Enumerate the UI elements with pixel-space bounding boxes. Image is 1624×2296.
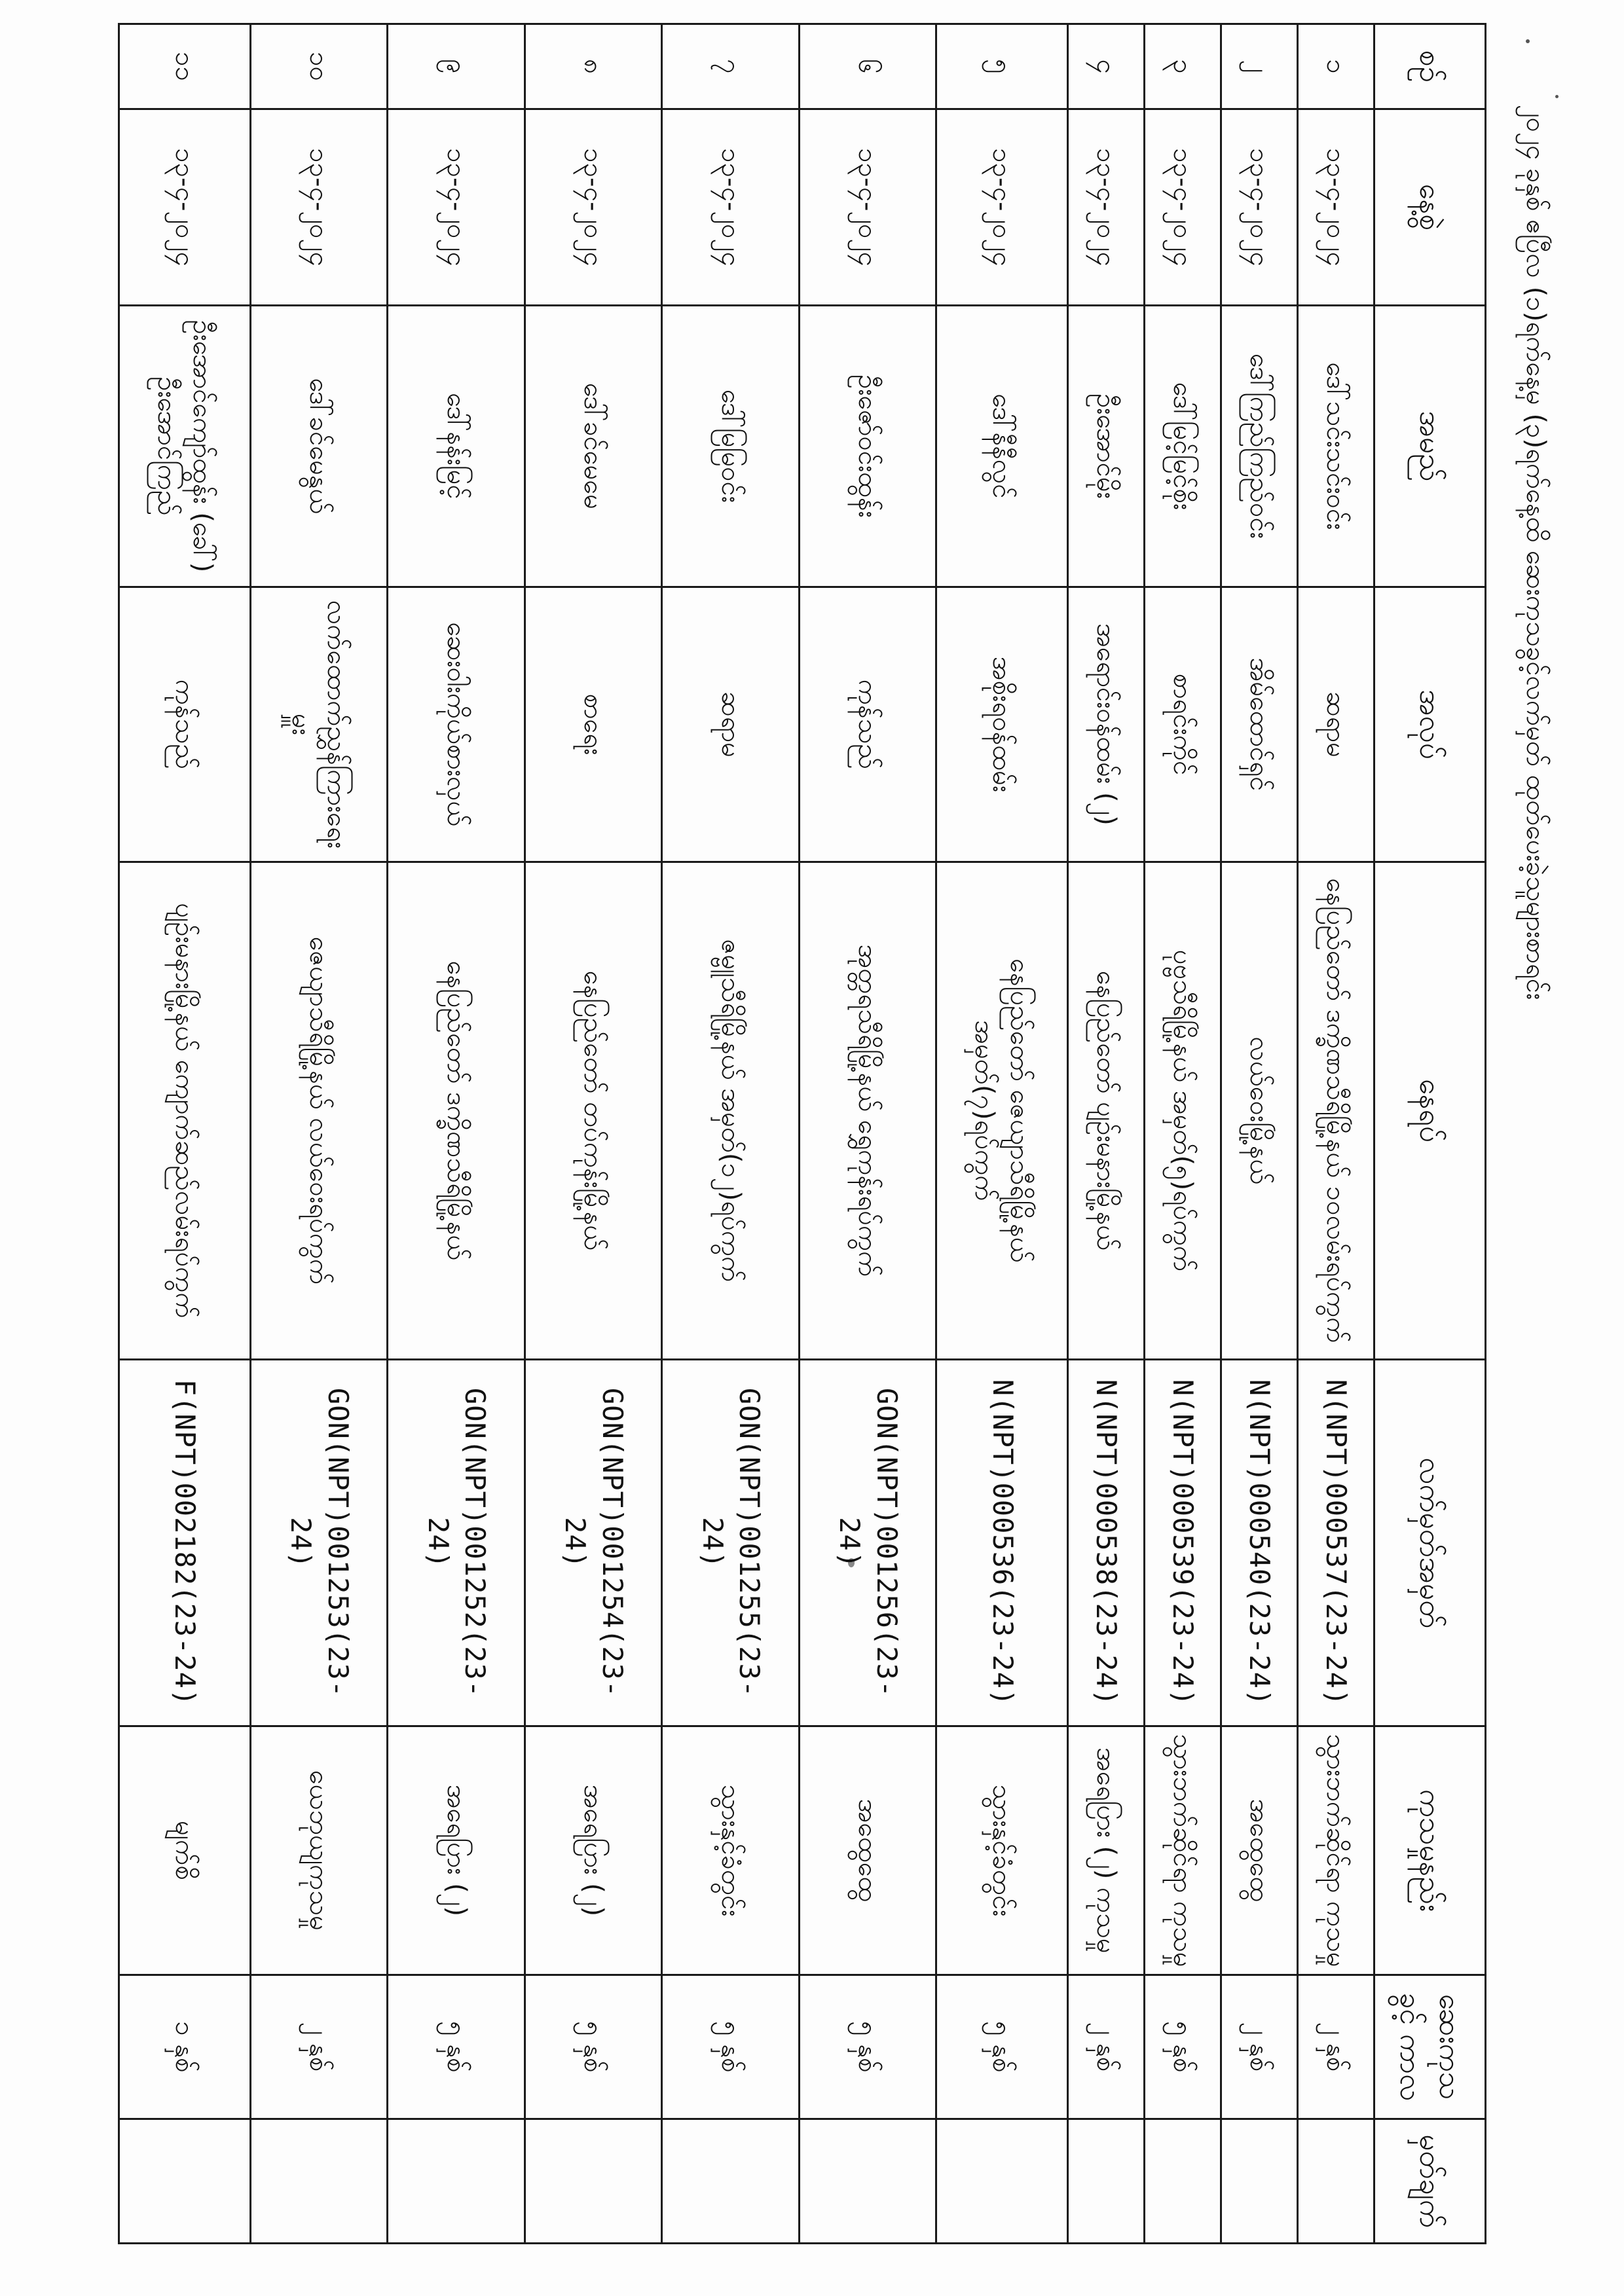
cell-remark <box>799 2119 936 2244</box>
cell-no: ၁ <box>1298 24 1375 109</box>
header-address: နေရပ် <box>1375 862 1486 1360</box>
table-row <box>936 24 1068 2244</box>
cell-address: ပုဗ္ဗသီရိမြို့နယ် အမှတ်(၅)ရပ်ကွက် <box>1145 862 1221 1360</box>
cell-name: ဦးအောင်ကျော်ထွန်း (ခေါ်) ဦးအောင်ကြည် <box>119 306 251 587</box>
cell-job: အရောင်းဝန်ထမ်း (၂) <box>1068 587 1145 862</box>
cell-period: ၅ နှစ် <box>1145 1975 1221 2119</box>
header-method: ကုသမှုနည်း <box>1375 1726 1486 1975</box>
table-row <box>662 24 800 2244</box>
cell-method: အထွေထွေ <box>799 1726 936 1975</box>
cell-no: ၉ <box>388 24 525 109</box>
cell-remark <box>119 2119 251 2244</box>
cell-cert: N(NPT)000537(23-24) <box>1298 1360 1375 1726</box>
register-table <box>118 23 1486 2244</box>
cell-job: ဆရာမ <box>662 587 800 862</box>
header-job: အလုပ် <box>1375 587 1486 862</box>
cell-name: ဒေါ်ခင်မေမေ <box>525 306 662 587</box>
cell-name: ဒေါ်နန်းမြင့် <box>388 306 525 587</box>
cell-address: ဇေယျာသီရိမြို့နယ် လယ်ဝေးရပ်ကွက် <box>250 862 388 1360</box>
cell-period: ၂ နှစ် <box>1221 1975 1298 2119</box>
cell-name: ဒေါ်သင်းသင်းဝင်း <box>1298 306 1375 587</box>
cell-cert: N(NPT)000536(23-24) <box>936 1360 1068 1726</box>
document-caption: ၂၀၂၄ ခုနှစ် ဧပြီလ (၁)ရက်နေ့မှ (၃)ရက်နေ့ထိ ဆေးကုသခွင့်လက်မှတ် ထုတ်ပေးခဲ့သူများစာရင်း <box>1521 105 1551 1000</box>
cell-address: အုတ္တရသီရိမြို့နယ် ရွှေကုန်းရပ်ကွက် <box>799 862 936 1360</box>
cell-job: ကုန်သည် <box>119 587 251 862</box>
cell-date: ၁၃-၄-၂၀၂၄ <box>1298 109 1375 306</box>
cell-job: လက်ထောက်ညွှန်ကြားရေးမှူး <box>250 587 388 862</box>
table-row <box>799 24 936 2244</box>
cell-name: ဒေါ်ကြည်ကြည်ဝင်း <box>1221 306 1298 587</box>
table-row <box>1068 24 1145 2244</box>
cell-no: ၅ <box>936 24 1068 109</box>
cell-address: နေပြည်တော် ဇေယျာသီရိမြို့နယ် အမှတ်(၇)ရပ်ကွက် <box>936 862 1068 1360</box>
table-row <box>1145 24 1221 2244</box>
cell-remark <box>250 2119 388 2244</box>
header-cert: လက်မှတ်အမှတ် <box>1375 1360 1486 1726</box>
table-row <box>525 24 662 2244</box>
scan-speck <box>1555 95 1559 98</box>
cell-name: ဒေါ်မြမြဝင်း <box>662 306 800 587</box>
rotated-table-wrapper <box>118 23 1486 2242</box>
cell-date: ၁၃-၄-၂၀၂၄ <box>250 109 388 306</box>
cell-no: ၈ <box>525 24 662 109</box>
cell-name: ဦးအောင်မိုး <box>1068 306 1145 587</box>
cell-period: ၅ နှစ် <box>936 1975 1068 2119</box>
cell-date: ၁၃-၄-၂၀၂၄ <box>1068 109 1145 306</box>
cell-date: ၁၃-၄-၂၀၂၄ <box>799 109 936 306</box>
cell-cert: GON(NPT)001253(23-24) <box>250 1360 388 1726</box>
cell-job: အိမ်ထောင်ရှင် <box>1221 587 1298 862</box>
cell-date: ၁၃-၄-၂၀၂၄ <box>1221 109 1298 306</box>
cell-remark <box>388 2119 525 2244</box>
cell-name: ဒေါ်နီနီလွင် <box>936 306 1068 587</box>
cell-date: ၁၃-၄-၂၀၂၄ <box>662 109 800 306</box>
cell-period: ၁ နှစ် <box>119 1975 251 2119</box>
header-name: အမည် <box>1375 306 1486 587</box>
cell-no: ၁၁ <box>119 24 251 109</box>
cell-name: ဒေါ်ခင်မေနွယ် <box>250 306 388 587</box>
cell-cert: N(NPT)000538(23-24) <box>1068 1360 1145 1726</box>
cell-period: ၅ နှစ် <box>799 1975 936 2119</box>
cell-remark <box>1221 2119 1298 2244</box>
cell-address: နေပြည်တော် ပျဉ်းမနားမြို့နယ် <box>1068 862 1145 1360</box>
cell-job: ဆေးဝါးကိုယ်စားလှယ် <box>388 587 525 862</box>
cell-job: ဆရာမ <box>1298 587 1375 862</box>
table-row <box>250 24 388 2244</box>
cell-cert: N(NPT)000540(23-24) <box>1221 1360 1298 1726</box>
cell-no: ၃ <box>1145 24 1221 109</box>
cell-period: ၅ နှစ် <box>525 1975 662 2119</box>
scan-speck <box>1526 39 1530 43</box>
cell-method: အထွေထွေ <box>1221 1726 1298 1975</box>
cell-no: ၇ <box>662 24 800 109</box>
cell-no: ၄ <box>1068 24 1145 109</box>
cell-no: ၆ <box>799 24 936 109</box>
cell-cert: GON(NPT)001254(23-24) <box>525 1360 662 1726</box>
cell-cert: F(NPT)002182(23-24) <box>119 1360 251 1726</box>
cell-remark <box>1145 2119 1221 2244</box>
cell-address: ပျဉ်းမနားမြို့နယ် ကျောက်ဆည်လမ်းရပ်ကွက် <box>119 862 251 1360</box>
cell-job: စာရင်းကိုင် <box>1145 587 1221 862</box>
cell-no: ၂ <box>1221 24 1298 109</box>
cell-date: ၁၃-၄-၂၀၂၄ <box>1145 109 1221 306</box>
cell-date: ၁၃-၄-၂၀၂၄ <box>119 109 251 306</box>
cell-cert: GON(NPT)001255(23-24) <box>662 1360 800 1726</box>
table-row <box>1221 24 1298 2244</box>
cell-period: ၂ နှစ် <box>250 1975 388 2119</box>
cell-name: ဦးဇော်ဝင်းထွန်း <box>799 306 936 587</box>
cell-method: သွားနှင့်ခံတွင်း <box>662 1726 800 1975</box>
cell-date: ၁၃-၄-၂၀၂၄ <box>936 109 1068 306</box>
cell-method: သွားနှင့်ခံတွင်း <box>936 1726 1068 1975</box>
header-date: နေ့စွဲ <box>1375 109 1486 306</box>
cell-method: အရေပြား (၂) <box>525 1726 662 1975</box>
cell-address: နေပြည်တော် ဒက္ခိဏသီရိမြို့နယ် <box>388 862 525 1360</box>
cell-date: ၁၃-၄-၂၀၂၄ <box>388 109 525 306</box>
cell-job: အစိုးရဝန်ထမ်း <box>936 587 1068 862</box>
cell-remark <box>936 2119 1068 2244</box>
cell-job: ကုန်သည် <box>799 587 936 862</box>
cell-address: လယ်ဝေးမြို့နယ် <box>1221 862 1298 1360</box>
cell-method: မျက်စိ <box>119 1726 251 1975</box>
cell-address: နေပြည်တော် တပ်ကုန်းမြို့နယ် <box>525 862 662 1360</box>
cell-cert: GON(NPT)001252(23-24) <box>388 1360 525 1726</box>
header-no: စဉ် <box>1375 24 1486 109</box>
header-period: ဆေးကုသခွင့် ကာလ <box>1375 1975 1486 2119</box>
cell-name: ဒေါ်မြင့်မြင့်စိုး <box>1145 306 1221 587</box>
cell-period: ၅ နှစ် <box>388 1975 525 2119</box>
cell-method: အရေပြား (၂) ကုသမှု <box>1068 1726 1145 1975</box>
table-row <box>388 24 525 2244</box>
cell-remark <box>1298 2119 1375 2244</box>
cell-cert: N(NPT)000539(23-24) <box>1145 1360 1221 1726</box>
header-remark: မှတ်ချက် <box>1375 2119 1486 2244</box>
cell-address: နေပြည်တော် ဒက္ခိဏသီရိမြို့နယ် ၁၀လမ်းရပ်ကွက် <box>1298 862 1375 1360</box>
cell-no: ၁၀ <box>250 24 388 109</box>
cell-method: သွားဘက်ဆိုင်ရာ ကုသမှု <box>1298 1726 1375 1975</box>
cell-period: ၅ နှစ် <box>662 1975 800 2119</box>
table-row <box>1298 24 1375 2244</box>
cell-remark <box>525 2119 662 2244</box>
table-header-row <box>1375 24 1486 2244</box>
cell-period: ၂ နှစ် <box>1068 1975 1145 2119</box>
cell-cert: GON(NPT)001256(23-24) <box>799 1360 936 1726</box>
cell-address: ဇမ္ဗူသီရိမြို့နယ် အမှတ်(၁၂)ရပ်ကွက် <box>662 862 800 1360</box>
table-row <box>119 24 251 2244</box>
cell-remark <box>1068 2119 1145 2244</box>
cell-method: သွားဘက်ဆိုင်ရာ ကုသမှု <box>1145 1726 1221 1975</box>
cell-method: ယေဘုယျကုသမှု <box>250 1726 388 1975</box>
cell-period: ၂ နှစ် <box>1298 1975 1375 2119</box>
cell-date: ၁၃-၄-၂၀၂၄ <box>525 109 662 306</box>
cell-method: အရေပြား (၂) <box>388 1726 525 1975</box>
cell-job: စာရေး <box>525 587 662 862</box>
cell-remark <box>662 2119 800 2244</box>
